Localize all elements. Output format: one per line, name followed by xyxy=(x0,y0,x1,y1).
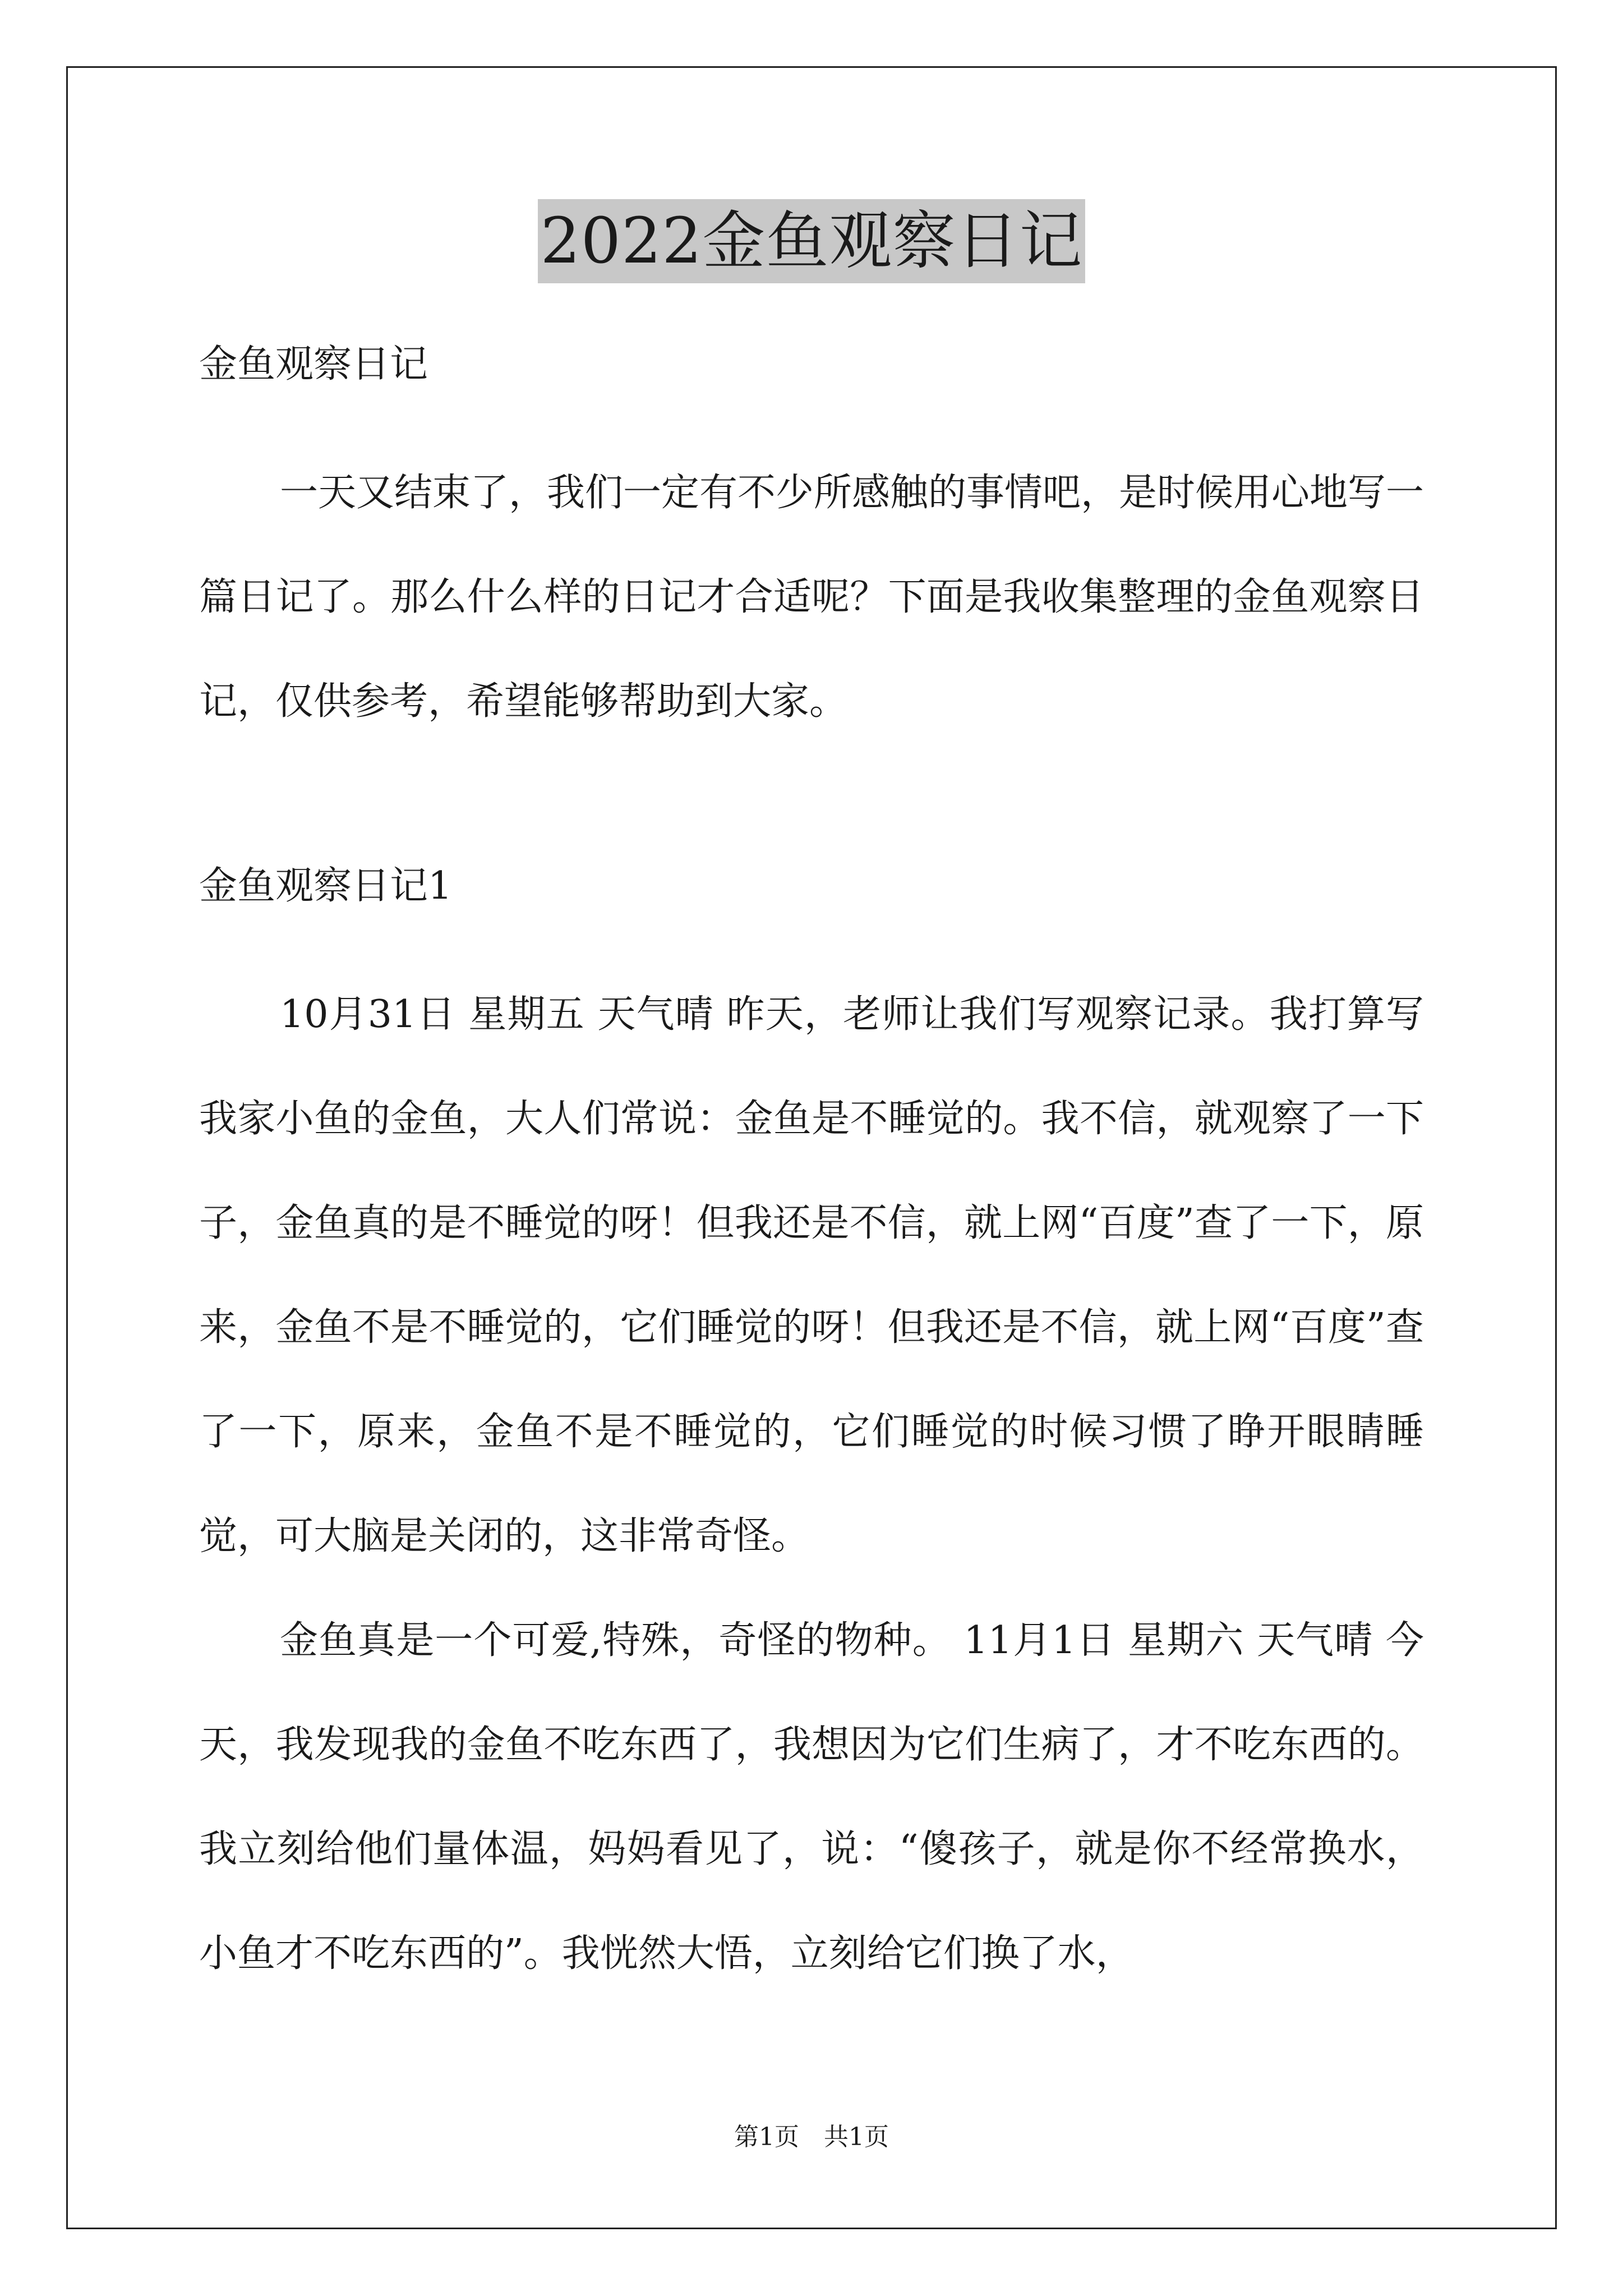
spacer xyxy=(199,914,1424,963)
body-paragraph: 金鱼真是一个可爱,特殊，奇怪的物种。 11月1日 星期六 天气晴 今天，我发现我的金鱼不吃东西了，我想因为它们生病了，才不吃东西的。我立刻给他们量体温，妈妈看见了，说：“傻孩子，就是你不经常换水，小鱼才不吃东西的”。我恍然大悟，立刻给它们换了水， xyxy=(199,1618,1424,1976)
document-body xyxy=(199,337,1424,2006)
document-title: 2022金鱼观察日记 xyxy=(538,199,1085,283)
intro-heading: 金鱼观察日记 xyxy=(199,342,428,386)
title-container xyxy=(0,199,1623,283)
intro-paragraph: 一天又结束了，我们一定有不少所感触的事情吧，是时候用心地写一篇日记了。那么什么样的日记才合适呢？下面是我收集整理的金鱼观察日记，仅供参考，希望能够帮助到大家。 xyxy=(199,471,1424,724)
page-number-footer: 第1页 共1页 xyxy=(734,2123,889,2151)
spacer xyxy=(199,393,1424,441)
section-heading: 金鱼观察日记1 xyxy=(199,864,453,908)
spacer xyxy=(199,754,1424,858)
body-paragraph: 10月31日 星期五 天气晴 昨天，老师让我们写观察记录。我打算写我家小鱼的金鱼，大人们常说：金鱼是不睡觉的。我不信，就观察了一下子，金鱼真的是不睡觉的呀！但我还是不信，就上网“百度”查了一下，原来，金鱼不是不睡觉的，它们睡觉的呀！但我还是不信，就上网“百度”查了一下，原来，金鱼不是不睡觉的，它们睡觉的时候习惯了睁开眼睛睡觉，可大脑是关闭的，这非常奇怪。 xyxy=(199,992,1424,1558)
